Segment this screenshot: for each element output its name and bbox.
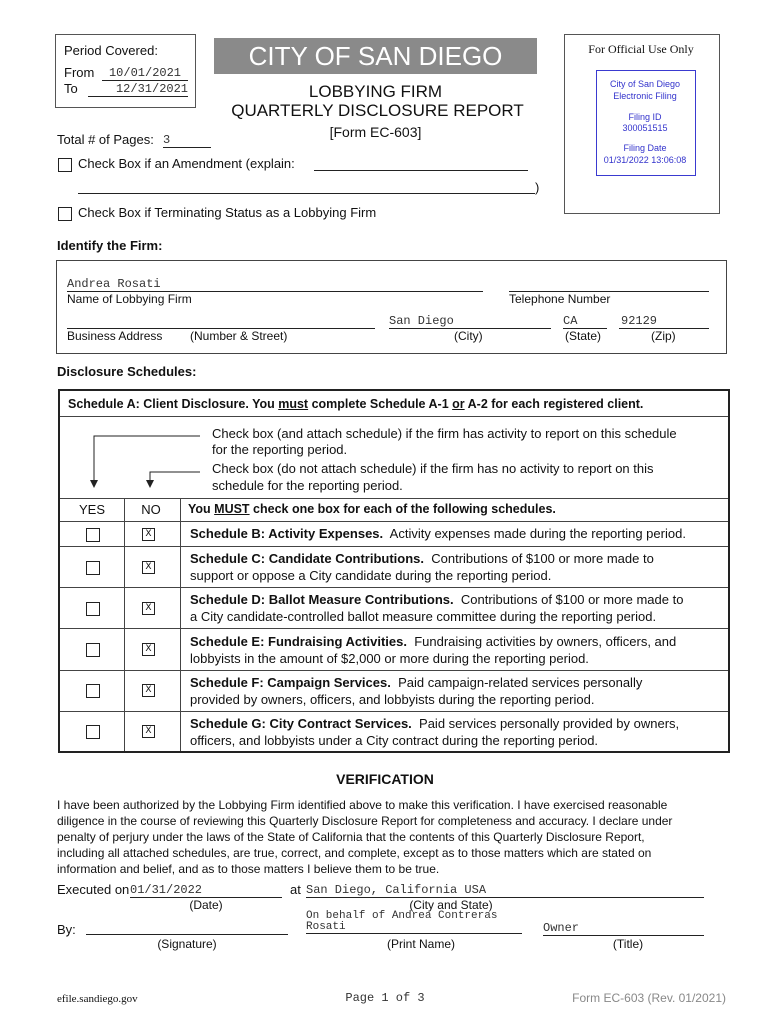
must-prefix: You: [188, 502, 215, 516]
print-name-label: (Print Name): [386, 937, 455, 951]
schedule-f-desc-line2: provided by owners, officers, and lobbyists during the reporting period.: [190, 692, 595, 707]
schedule-a-prefix: Schedule A: Client Disclosure. You: [68, 397, 279, 411]
schedule-a-must: must: [278, 397, 309, 411]
must-word: MUST: [214, 502, 250, 516]
schedule-g-desc-line2: officers, and lobbyists under a City contract during the reporting period.: [190, 733, 599, 748]
from-date-field[interactable]: 10/01/2021: [102, 66, 188, 81]
row-top-line: [60, 670, 728, 671]
schedule-b-title: Schedule B: Activity Expenses.: [190, 526, 384, 541]
city-state-field[interactable]: San Diego, California USA: [306, 883, 704, 898]
telephone-field[interactable]: [509, 277, 709, 292]
to-label: To: [64, 81, 78, 96]
schedule-f-title: Schedule F: Campaign Services.: [190, 675, 391, 690]
total-pages-label: Total # of Pages:: [57, 132, 154, 147]
footer-site: efile.sandiego.gov: [57, 993, 138, 1005]
row-top-line: [60, 587, 728, 588]
address-sub-label: (Number & Street): [190, 329, 288, 343]
no-instruction-line1: Check box (do not attach schedule) if the firm has no activity to report on this: [212, 461, 654, 476]
yes-instruction-line2: for the reporting period.: [212, 442, 348, 457]
executed-on-label: Executed on: [57, 882, 130, 897]
firm-name-label: Name of Lobbying Firm: [67, 292, 192, 306]
schedule-d-no-checkbox[interactable]: X: [142, 602, 155, 615]
schedule-c-no-checkbox[interactable]: X: [142, 561, 155, 574]
no-column-divider: [180, 498, 181, 751]
schedule-e-no-checkbox[interactable]: X: [142, 643, 155, 656]
schedule-d-text: [190, 592, 683, 607]
schedule-d-yes-checkbox[interactable]: [86, 602, 100, 616]
header-row-top-line: [60, 498, 728, 499]
official-use-title: For Official Use Only: [588, 42, 694, 56]
verification-line2: diligence in the course of reviewing this Quarterly Disclosure Report for completeness and accuracy. I declare under: [57, 814, 673, 828]
terminating-label: Check Box if Terminating Status as a Lobbying Firm: [78, 205, 377, 220]
schedule-d-desc-line2: a City candidate-controlled ballot measure committee during the reporting period.: [190, 609, 657, 624]
signature-label: (Signature): [157, 937, 217, 951]
yes-column-header: YES: [78, 502, 105, 517]
schedule-e-desc-line2: lobbyists in the amount of $2,000 or more during the reporting period.: [190, 651, 589, 666]
amendment-explain-field-2[interactable]: [78, 193, 535, 194]
filing-id-label: Filing ID: [628, 112, 662, 122]
amendment-checkbox[interactable]: [58, 158, 72, 172]
amendment-explain-field-1[interactable]: [314, 170, 528, 171]
no-instruction-line2: schedule for the reporting period.: [212, 478, 403, 493]
schedule-g-text: [190, 716, 679, 731]
footer-page-number: Page 1 of 3: [345, 991, 425, 1005]
schedule-a-mid: complete Schedule A-1: [308, 397, 453, 411]
state-label: (State): [565, 329, 602, 343]
schedule-c-desc-line2: support or oppose a City candidate during the reporting period.: [190, 568, 552, 583]
schedule-c-yes-checkbox[interactable]: [86, 561, 100, 575]
schedule-e-desc: Fundraising activities by owners, officers, and: [414, 634, 677, 649]
print-name-line1: On behalf of Andrea Contreras: [306, 910, 498, 922]
zip-label: (Zip): [651, 329, 676, 343]
must-suffix: check one box for each of the following schedules.: [249, 502, 556, 516]
yes-instruction-line1: Check box (and attach schedule) if the firm has activity to report on this schedule: [212, 426, 677, 441]
footer-form-rev: Form EC-603 (Rev. 01/2021): [572, 991, 726, 1005]
schedule-b-yes-checkbox[interactable]: [86, 528, 100, 542]
city-label: (City): [454, 329, 483, 343]
row-top-line: [60, 711, 728, 712]
schedule-b-text: [190, 526, 686, 541]
schedule-a-suffix: A-2 for each registered client.: [464, 397, 644, 411]
address-field[interactable]: [67, 314, 375, 329]
form-title-line1: LOBBYING FIRM: [308, 82, 443, 101]
date-label: (Date): [189, 898, 223, 912]
schedule-e-yes-checkbox[interactable]: [86, 643, 100, 657]
city-banner-text: CITY OF SAN DIEGO: [248, 41, 503, 71]
schedule-d-desc: Contributions of $100 or more made to: [460, 592, 684, 607]
schedule-a-text: [68, 397, 643, 411]
instruction-arrows: [60, 420, 210, 500]
schedule-g-title: Schedule G: City Contract Services.: [190, 716, 412, 731]
city-field[interactable]: San Diego: [389, 314, 551, 329]
row-top-line: [60, 628, 728, 629]
verification-title: VERIFICATION: [336, 771, 434, 787]
schedule-e-title: Schedule E: Fundraising Activities.: [190, 634, 407, 649]
firm-name-field[interactable]: Andrea Rosati: [67, 277, 483, 292]
amendment-label: Check Box if an Amendment (explain:: [78, 156, 295, 171]
schedule-b-desc: Activity expenses made during the reporting period.: [389, 526, 686, 541]
by-label: By:: [57, 922, 76, 937]
schedule-f-no-checkbox[interactable]: X: [142, 684, 155, 697]
total-pages-field[interactable]: 3: [163, 133, 211, 148]
form-title-line2: QUARTERLY DISCLOSURE REPORT: [231, 101, 524, 120]
title-label: (Title): [612, 937, 644, 951]
schedule-g-desc: Paid services personally provided by owners,: [419, 716, 680, 731]
form-number: [Form EC-603]: [329, 124, 422, 140]
schedule-a-or: or: [452, 397, 465, 411]
schedule-e-text: [190, 634, 676, 649]
verification-line1: I have been authorized by the Lobbying Firm identified above to make this verification. I have exercised reasonable: [57, 798, 668, 812]
verification-line5: information and belief, and as to those matters I believe them to be true.: [57, 862, 440, 876]
signature-field[interactable]: [86, 934, 288, 935]
to-date-field[interactable]: 12/31/2021: [88, 82, 188, 97]
verification-line3: penalty of perjury under the laws of the State of California that the contents of this Quarterly Disclosure Report,: [57, 830, 645, 844]
schedule-c-title: Schedule C: Candidate Contributions.: [190, 551, 425, 566]
schedule-f-yes-checkbox[interactable]: [86, 684, 100, 698]
state-field[interactable]: CA: [563, 314, 607, 329]
period-covered-label: Period Covered:: [64, 43, 158, 58]
yes-column-divider: [124, 498, 125, 751]
schedule-c-desc: Contributions of $100 or more made to: [431, 551, 654, 566]
identify-firm-heading: Identify the Firm:: [57, 238, 163, 253]
verification-paragraph: [57, 797, 722, 877]
no-column-header: NO: [141, 502, 161, 517]
schedule-g-yes-checkbox[interactable]: [86, 725, 100, 739]
zip-field[interactable]: 92129: [619, 314, 709, 329]
schedule-a-divider: [60, 416, 728, 417]
title-field[interactable]: Owner: [543, 921, 704, 936]
disclosure-schedules-heading: Disclosure Schedules:: [57, 364, 197, 379]
row-top-line: [60, 521, 728, 522]
city-state-label: (City and State): [409, 898, 493, 912]
telephone-label: Telephone Number: [509, 292, 611, 306]
filing-id-value: 300051515: [622, 123, 668, 133]
schedule-g-no-checkbox[interactable]: X: [142, 725, 155, 738]
schedule-b-no-checkbox[interactable]: X: [142, 528, 155, 541]
executed-date-field[interactable]: 01/31/2022: [130, 883, 282, 898]
terminating-checkbox[interactable]: [58, 207, 72, 221]
row-top-line: [60, 546, 728, 547]
verification-line4: including all attached schedules, are true, correct, and complete, except as to those matters which are stated on: [57, 846, 652, 860]
at-label: at: [290, 882, 301, 897]
amendment-close-paren: ): [535, 180, 540, 195]
schedule-c-text: [190, 551, 654, 566]
stamp-line2: Electronic Filing: [613, 91, 677, 101]
filing-date-value: 01/31/2022 13:06:08: [603, 155, 687, 165]
must-instruction: [188, 502, 556, 516]
filing-date-label: Filing Date: [623, 143, 667, 153]
address-label: Business Address: [67, 329, 163, 343]
schedule-f-desc: Paid campaign-related services personally: [398, 675, 643, 690]
stamp-line1: City of San Diego: [609, 79, 681, 89]
schedule-f-text: [190, 675, 642, 690]
from-label: From: [64, 65, 95, 80]
schedule-d-title: Schedule D: Ballot Measure Contributions.: [190, 592, 454, 607]
print-name-field[interactable]: Rosati: [306, 921, 522, 934]
